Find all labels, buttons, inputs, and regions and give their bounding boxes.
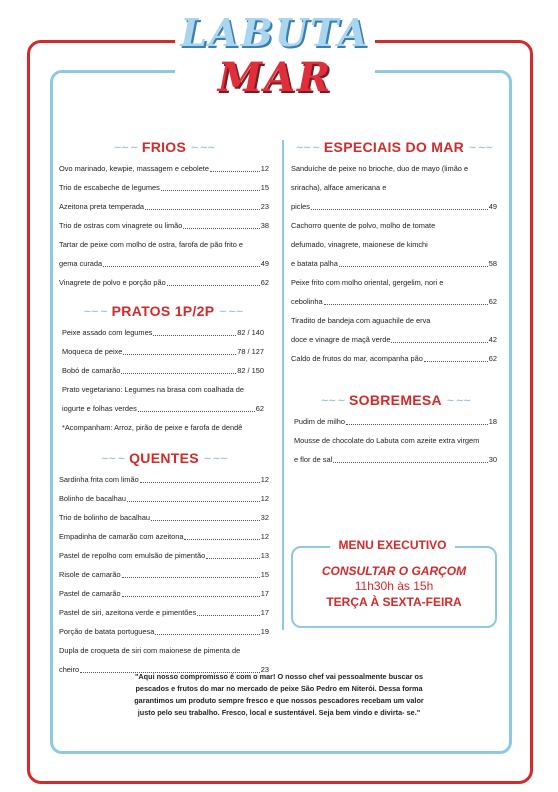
section-header — [59, 139, 269, 159]
menu-item: Peixe assado com legumes 82 / 140 — [62, 328, 264, 337]
section-title: QUENTES — [129, 450, 199, 466]
section-sobremesa — [294, 392, 497, 469]
section-title: ESPECIAIS DO MAR — [323, 139, 465, 155]
menu-item-text: defumado, vinagrete, maionese de kimchi — [291, 240, 428, 249]
accompaniment-note: *Acompanham: Arroz, pirão de peixe e farofa de dendê — [62, 423, 243, 432]
column-divider — [282, 140, 284, 630]
executive-menu-title: MENU EXECUTIVO — [330, 538, 455, 552]
wave-icon: ∼∼ ∼ — [83, 306, 108, 318]
wave-icon: ∼ ∼∼ — [468, 142, 493, 154]
executive-menu-hours: 11h30h às 15h — [354, 579, 434, 593]
wave-icon: ∼∼ ∼ — [295, 142, 320, 154]
logo-line-2: MAR — [217, 54, 333, 101]
wave-icon: ∼∼ ∼ — [113, 142, 138, 154]
restaurant-logo — [175, 6, 375, 106]
menu-item: Trio de bolinho de bacalhau 32 — [59, 513, 269, 522]
wave-icon: ∼ ∼∼ — [446, 395, 471, 407]
quote-line: pescados e frutos do mar no mercado de peixe São Pedro em Niterói. Dessa forma — [135, 684, 423, 693]
section-title: FRIOS — [141, 139, 187, 155]
quote-line: justo pelo seu trabalho. Fresco, local e sustentável. Seja bem vindo e divirta- se." — [137, 708, 421, 717]
quote-line: "Aqui nosso compromisso é com o mar! O nosso chef vai pessoalmente buscar os — [134, 672, 424, 681]
section-title: PRATOS 1P/2P — [111, 303, 215, 319]
section-header — [291, 139, 497, 159]
wave-icon: ∼∼ ∼ — [320, 395, 345, 407]
section-pratos — [62, 303, 264, 437]
executive-menu-days: TERÇA À SEXTA-FEIRA — [326, 595, 462, 609]
chef-quote — [118, 671, 440, 719]
menu-item: cheiro 23 — [59, 665, 269, 674]
wave-icon: ∼∼ ∼ — [100, 453, 125, 465]
menu-item-text: Prato vegetariano: Legumes na brasa com coalhada de — [62, 385, 245, 394]
menu-item: Pastel de camarão 17 — [59, 589, 269, 598]
section-especiais — [291, 139, 497, 368]
menu-item: Vinagrete de polvo e porção pão 62 — [59, 278, 269, 287]
menu-item: Bolinho de bacalhau 12 — [59, 494, 269, 503]
menu-item: picles 49 — [291, 202, 497, 211]
section-header — [59, 450, 269, 470]
menu-item: cebolinha 62 — [291, 297, 497, 306]
menu-item: Ovo marinado, kewpie, massagem e cebolete 12 — [59, 164, 269, 173]
section-title: SOBREMESA — [349, 392, 442, 408]
logo-line-1: LABUTA — [180, 10, 370, 55]
wave-icon: ∼ ∼∼ — [190, 142, 215, 154]
menu-item: Azeitona preta temperada 23 — [59, 202, 269, 211]
menu-item-text: Cachorro quente de polvo, molho de tomate — [291, 221, 436, 230]
quote-line: garantimos um produto sempre fresco e que nossos pescadores recebam um valor — [134, 696, 424, 705]
menu-item: Pudim de milho 18 — [294, 417, 497, 426]
menu-item-text: Tartar de peixe com molho de ostra, farofa de pão frito e — [59, 240, 244, 249]
menu-item-text: Peixe frito com molho oriental, gergelim, nori e — [291, 278, 444, 287]
wave-icon: ∼ ∼∼ — [218, 306, 243, 318]
section-header — [294, 392, 497, 412]
menu-item: gema curada 49 — [59, 259, 269, 268]
menu-item: e batata palha 58 — [291, 259, 497, 268]
menu-item: Trio de ostras com vinagrete ou limão 38 — [59, 221, 269, 230]
section-quentes — [59, 450, 269, 679]
menu-item: e flor de sal 30 — [294, 455, 497, 464]
menu-item: iogurte e folhas verdes 62 — [62, 404, 264, 413]
menu-item-text: sriracha), alface americana e — [291, 183, 387, 192]
menu-item: Pastel de siri, azeitona verde e pimentões 17 — [59, 608, 269, 617]
section-header — [62, 303, 264, 323]
menu-item-text: Sanduíche de peixe no brioche, duo de mayo (limão e — [291, 164, 469, 173]
menu-item-text: Tiradito de bandeja com aguachile de erva — [291, 316, 431, 325]
menu-item: Bobó de camarão 82 / 150 — [62, 366, 264, 375]
menu-item-text: Dupla de croqueta de siri com maionese de pimenta de — [59, 646, 241, 655]
menu-item: Porção de batata portuguesa 19 — [59, 627, 269, 636]
menu-item: Moqueca de peixe 78 / 127 — [62, 347, 264, 356]
menu-item: Empadinha de camarão com azeitona 12 — [59, 532, 269, 541]
menu-item: Sardinha frita com limão 12 — [59, 475, 269, 484]
menu-item: Trio de escabeche de legumes 15 — [59, 183, 269, 192]
section-frios — [59, 139, 269, 292]
menu-item: doce e vinagre de maçã verde 42 — [291, 335, 497, 344]
menu-item: Pastel de repolho com emulsão de pimentão 13 — [59, 551, 269, 560]
menu-item-text: Mousse de chocolate do Labuta com azeite extra virgem — [294, 436, 480, 445]
menu-item: Caldo de frutos do mar, acompanha pão 62 — [291, 354, 497, 363]
wave-icon: ∼ ∼∼ — [203, 453, 228, 465]
executive-menu-consult: CONSULTAR O GARÇOM — [321, 564, 467, 578]
menu-item: Risole de camarão 15 — [59, 570, 269, 579]
